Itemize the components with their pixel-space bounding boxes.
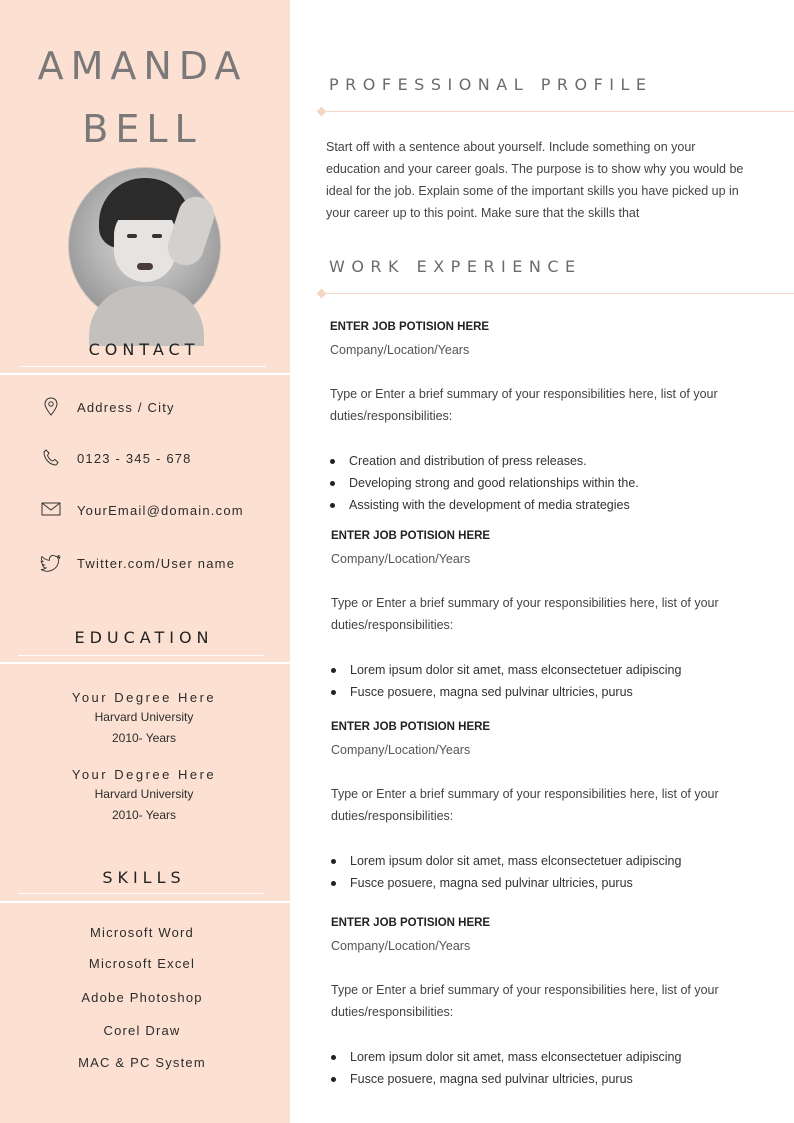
job-company: Company/Location/Years bbox=[331, 743, 471, 757]
list-item: Fusce posuere, magna sed pulvinar ultricies, purus bbox=[331, 681, 761, 703]
education-divider bbox=[0, 662, 290, 664]
phone-icon bbox=[40, 447, 62, 469]
list-item: Fusce posuere, magna sed pulvinar ultricies, purus bbox=[331, 872, 761, 894]
job-summary: Type or Enter a brief summary of your responsibilities here, list of your duties/responsibilities: bbox=[331, 983, 719, 1019]
job-title: ENTER JOB POTISION HERE bbox=[331, 721, 491, 733]
list-item: Developing strong and good relationships within the. bbox=[330, 472, 760, 494]
education-school: Harvard University bbox=[94, 710, 194, 724]
profile-photo bbox=[68, 167, 221, 324]
education-degree: Your Degree Here bbox=[71, 690, 217, 705]
contact-address-text: Address / City bbox=[77, 400, 175, 415]
contact-twitter-text: Twitter.com/User name bbox=[77, 556, 236, 571]
skills-heading: SKILLS bbox=[102, 868, 186, 887]
job-bullets bbox=[331, 850, 761, 890]
last-name: BELL bbox=[82, 107, 203, 151]
skill-item: Microsoft Excel bbox=[88, 956, 196, 971]
contact-heading: CONTACT bbox=[88, 340, 200, 359]
profile-heading: PROFESSIONAL PROFILE bbox=[329, 75, 653, 94]
skill-item: Adobe Photoshop bbox=[81, 990, 203, 1005]
list-item: Creation and distribution of press releases. bbox=[330, 450, 760, 472]
job-company: Company/Location/Years bbox=[331, 939, 471, 953]
education-school: Harvard University bbox=[94, 787, 194, 801]
contact-email bbox=[40, 499, 280, 523]
list-item: Lorem ipsum dolor sit amet, mass elconsectetuer adipiscing bbox=[331, 659, 761, 681]
profile-rule bbox=[318, 111, 794, 112]
contact-divider bbox=[0, 373, 290, 375]
skill-item: Microsoft Word bbox=[90, 925, 194, 940]
job-summary: Type or Enter a brief summary of your responsibilities here, list of your duties/responsibilities: bbox=[331, 596, 719, 632]
twitter-icon bbox=[40, 552, 62, 574]
job-bullets bbox=[330, 450, 760, 512]
list-item: Fusce posuere, magna sed pulvinar ultricies, purus bbox=[331, 1068, 761, 1090]
job-summary: Type or Enter a brief summary of your responsibilities here, list of your duties/responsibilities: bbox=[331, 787, 719, 823]
contact-address bbox=[40, 396, 280, 420]
sidebar bbox=[0, 0, 290, 1123]
first-name: AMANDA bbox=[37, 44, 248, 88]
envelope-icon bbox=[40, 499, 62, 521]
job-summary: Type or Enter a brief summary of your responsibilities here, list of your duties/responsibilities: bbox=[330, 387, 718, 423]
list-item: Assisting with the development of media strategies bbox=[330, 494, 760, 516]
education-entry bbox=[0, 767, 288, 821]
work-heading: WORK EXPERIENCE bbox=[329, 257, 582, 276]
work-rule bbox=[318, 293, 794, 294]
job-title: ENTER JOB POTISION HERE bbox=[330, 321, 490, 333]
contact-divider-thin bbox=[20, 366, 266, 367]
education-degree: Your Degree Here bbox=[71, 767, 217, 782]
skills-divider-thin bbox=[18, 893, 264, 894]
contact-phone-text: 0123 - 345 - 678 bbox=[77, 451, 192, 466]
location-pin-icon bbox=[40, 396, 62, 418]
contact-email-text: YourEmail@domain.com bbox=[77, 503, 244, 518]
skill-item: Corel Draw bbox=[103, 1023, 181, 1038]
education-divider-thin bbox=[18, 655, 264, 656]
education-heading: EDUCATION bbox=[74, 628, 214, 647]
education-entry bbox=[0, 690, 288, 752]
skill-item: MAC & PC System bbox=[78, 1055, 206, 1070]
job-bullets bbox=[331, 659, 761, 699]
education-years: 2010- Years bbox=[111, 731, 177, 745]
education-years: 2010- Years bbox=[111, 808, 177, 822]
contact-twitter bbox=[40, 552, 280, 576]
profile-text: Start off with a sentence about yourself. Include something on your education and your career goals. The purpose is to show why you would be ideal for the job. Explain some of the important skills you have picked up in your career up to this point. Make sure that the skills that bbox=[326, 140, 744, 220]
skills-divider bbox=[0, 901, 290, 903]
job-company: Company/Location/Years bbox=[330, 343, 470, 357]
job-title: ENTER JOB POTISION HERE bbox=[331, 530, 491, 542]
list-item: Lorem ipsum dolor sit amet, mass elconsectetuer adipiscing bbox=[331, 850, 761, 872]
contact-phone bbox=[40, 447, 280, 471]
job-bullets bbox=[331, 1046, 761, 1086]
job-title: ENTER JOB POTISION HERE bbox=[331, 917, 491, 929]
list-item: Lorem ipsum dolor sit amet, mass elconsectetuer adipiscing bbox=[331, 1046, 761, 1068]
job-company: Company/Location/Years bbox=[331, 552, 471, 566]
